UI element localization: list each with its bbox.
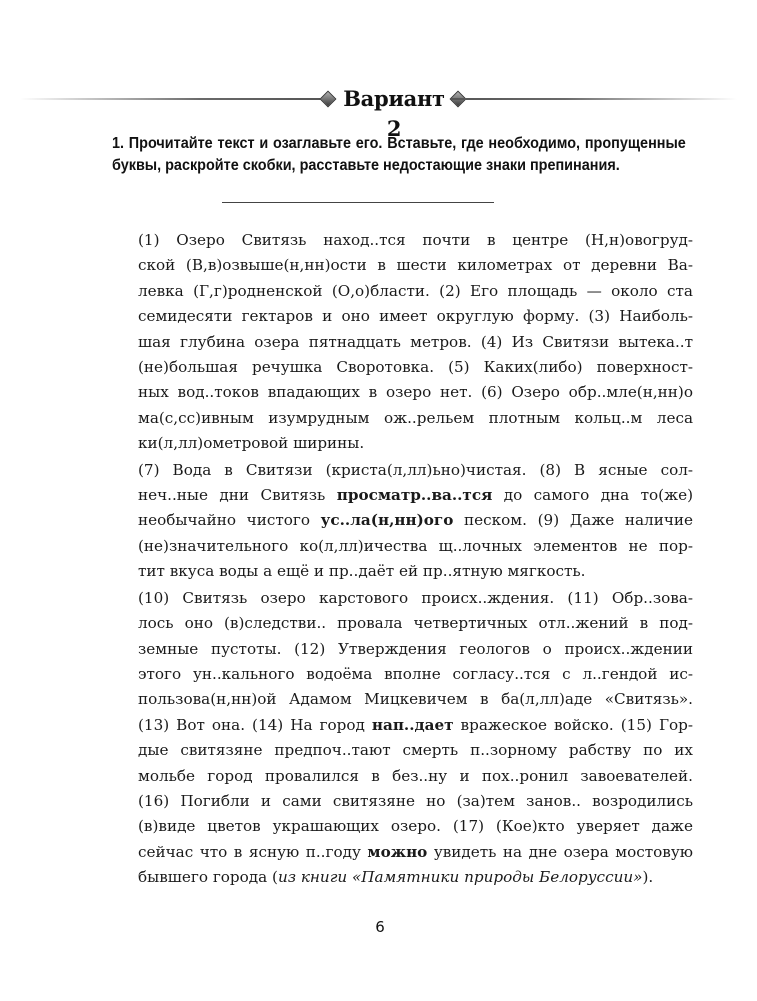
text-line bbox=[112, 611, 693, 636]
text-line bbox=[112, 637, 693, 662]
text-segment: левка (Г,г)родненской (О,о)бласти. (2) Его площадь — около ста bbox=[138, 281, 693, 300]
emphasized-word: нап..дает bbox=[371, 715, 454, 734]
text-line bbox=[112, 865, 693, 890]
text-segment: дые свитязяне предпоч..тают смерть п..зорному рабству по их bbox=[138, 741, 693, 760]
text-line bbox=[112, 228, 693, 253]
section-header bbox=[20, 84, 737, 141]
text-line bbox=[112, 789, 693, 814]
text-segment: песком. (9) Даже наличие bbox=[453, 511, 693, 530]
exercise-text bbox=[112, 228, 693, 892]
text-paragraph bbox=[112, 228, 693, 457]
text-line bbox=[112, 406, 693, 431]
text-line bbox=[112, 559, 693, 584]
title-answer-line bbox=[222, 202, 494, 203]
text-line bbox=[112, 355, 693, 380]
text-line bbox=[112, 713, 693, 738]
text-line bbox=[112, 431, 693, 456]
text-line bbox=[112, 330, 693, 355]
text-segment: тит вкуса воды а ещё и пр..даёт ей пр..ятную мягкость. bbox=[138, 562, 586, 581]
text-line bbox=[112, 279, 693, 304]
text-segment: мольбе город провалился в без..ну и пох..ронил завоевателей. bbox=[138, 766, 693, 785]
text-segment: неч..ные дни Свитязь bbox=[138, 486, 337, 505]
text-segment: вражеское войско. (15) Гор- bbox=[453, 715, 693, 734]
text-segment: ных вод..токов впадающих в озеро нет. (6) Озеро обр..мле(н,нн)о bbox=[138, 383, 693, 402]
text-line bbox=[112, 814, 693, 839]
text-segment: ки(л,лл)ометровой ширины. bbox=[138, 434, 365, 453]
header-rule-left bbox=[20, 98, 320, 100]
text-line bbox=[112, 483, 693, 508]
text-line bbox=[112, 458, 693, 483]
text-line bbox=[112, 764, 693, 789]
text-segment: (10) Свитязь озеро карстового происх..ждения. (11) Обр..зова- bbox=[138, 588, 693, 607]
text-segment: увидеть на дне озера мостовую bbox=[427, 842, 693, 861]
text-segment: необычайно чистого bbox=[138, 511, 321, 530]
text-segment: (не)большая речушка Своротовка. (5) Каких(либо) поверхност- bbox=[138, 358, 693, 377]
text-line bbox=[112, 738, 693, 763]
header-rule-right bbox=[450, 98, 737, 100]
emphasized-word: ус..ла(н,нн)ого bbox=[320, 511, 454, 530]
text-segment: (не)значительного ко(л,лл)ичества щ..лочных элементов не пор- bbox=[138, 536, 693, 555]
task-instruction: 1. Прочитайте текст и озаглавьте его. Вставьте, где необходимо, пропущенные буквы, раскройте скобки, расставьте недостающие знаки препинания. bbox=[112, 135, 686, 174]
source-citation: из книги «Памятники природы Белоруссии» bbox=[277, 868, 643, 887]
text-line bbox=[112, 662, 693, 687]
emphasized-word: просматр..ва..тся bbox=[336, 486, 493, 505]
variant-title: Вариант 2 bbox=[343, 86, 445, 141]
text-segment: земные пустоты. (12) Утверждения геологов о происх..ждении bbox=[138, 639, 693, 658]
text-line bbox=[112, 534, 693, 559]
text-segment: до самого дна то(же) bbox=[492, 486, 693, 505]
text-paragraph bbox=[112, 458, 693, 585]
text-segment: семидесяти гектаров и оно имеет округлую форму. (3) Наиболь- bbox=[138, 307, 693, 326]
text-segment: бывшего города ( bbox=[138, 868, 278, 887]
text-segment: шая глубина озера пятнадцать метров. (4) Из Свитязи вытека..т bbox=[138, 332, 693, 351]
text-segment: (13) Вот она. (14) На город bbox=[138, 715, 372, 734]
text-segment: ской (В,в)озвыше(н,нн)ости в шести километрах от деревни Ва- bbox=[138, 256, 693, 275]
text-line bbox=[112, 586, 693, 611]
text-segment: (1) Озеро Свитязь наход..тся почти в центре (Н,н)овогруд- bbox=[138, 231, 693, 249]
text-segment: пользова(н,нн)ой Адамом Мицкевичем в ба(л,лл)аде «Свитязь». bbox=[138, 690, 693, 709]
text-line bbox=[112, 380, 693, 405]
text-line bbox=[112, 508, 693, 533]
text-segment: этого ун..кального водоёма вполне согласу..тся с л..гендой ис- bbox=[138, 664, 693, 683]
text-line bbox=[112, 687, 693, 712]
text-paragraph bbox=[112, 586, 693, 891]
diamond-ornament-icon bbox=[320, 91, 337, 108]
text-segment: (7) Вода в Свитязи (криста(л,лл)ьно)чистая. (8) В ясные сол- bbox=[138, 460, 693, 479]
text-segment: (в)виде цветов украшающих озеро. (17) (Кое)кто уверяет даже bbox=[138, 817, 693, 836]
emphasized-word: можно bbox=[367, 842, 428, 861]
page-number: 6 bbox=[375, 918, 385, 936]
text-line bbox=[112, 840, 693, 865]
text-segment: ма(с,сс)ивным изумрудным ож..рельем плотным кольц..м леса bbox=[138, 408, 693, 427]
text-line bbox=[112, 253, 693, 278]
text-segment: ). bbox=[642, 868, 654, 887]
text-segment: (16) Погибли и сами свитязяне но (за)тем занов.. возродились bbox=[138, 791, 693, 810]
text-segment: лось оно (в)следстви.. провала четвертичных отл..жений в под- bbox=[138, 614, 693, 633]
text-segment: сейчас что в ясную п..году bbox=[138, 842, 368, 861]
text-line bbox=[112, 304, 693, 329]
